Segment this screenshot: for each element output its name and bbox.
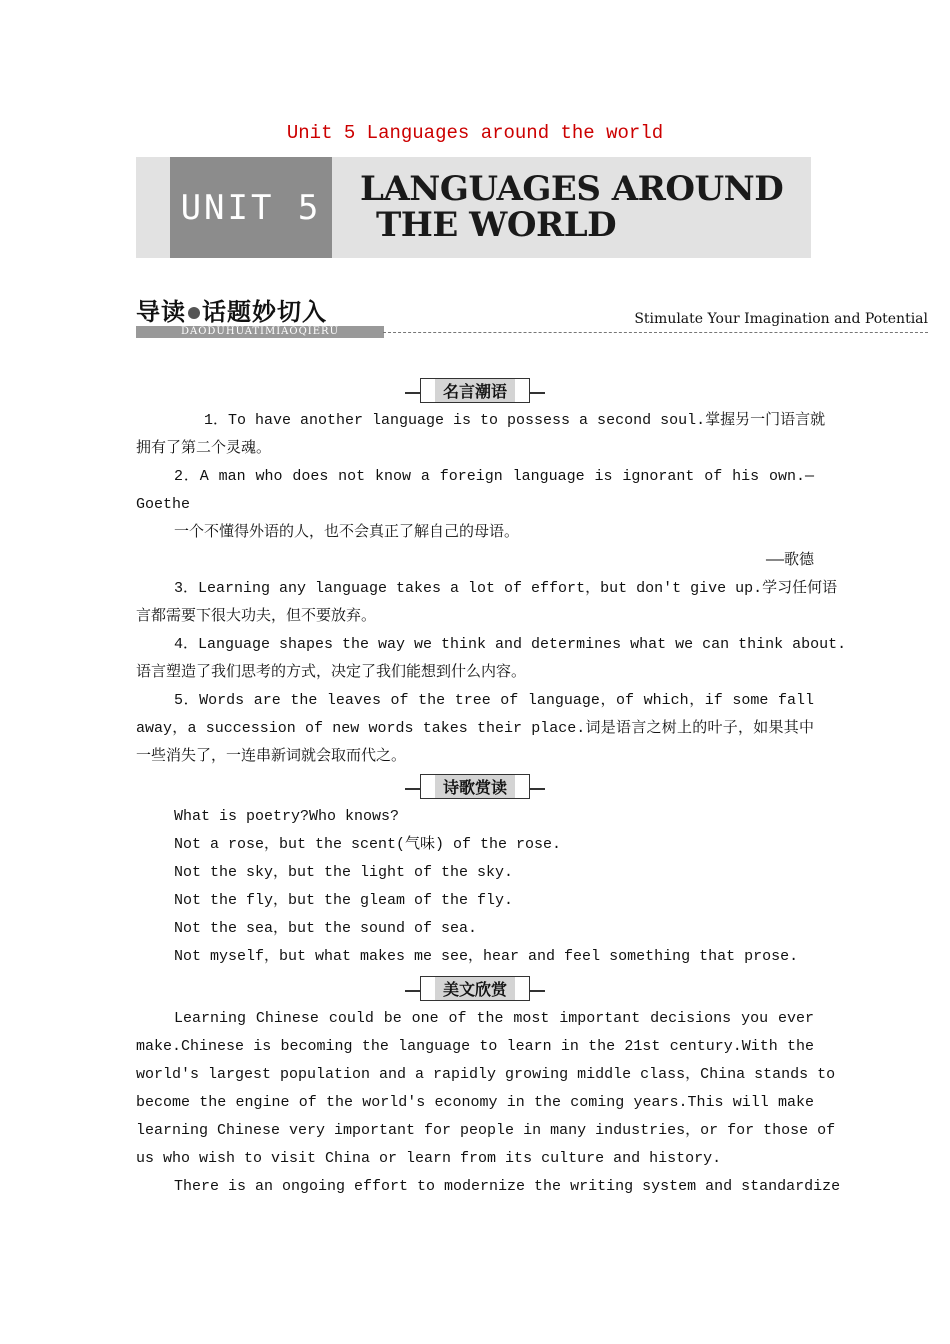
text-line: 3．Learning any language takes a lot of effort，but don't give up.学习任何语 (174, 580, 838, 597)
text-line: 5．Words are the leaves of the tree of language，of which，if some fall (174, 692, 814, 709)
text-line: 言都需要下很大功夫，但不要放弃。 (136, 608, 377, 625)
text-line: Goethe (136, 496, 191, 513)
section-poem-label: 诗歌赏读 (421, 775, 529, 798)
section-quotes-header (0, 379, 950, 402)
bullet-icon (188, 307, 200, 319)
article-line: There is an ongoing effort to modernize the writing system and standardize (174, 1178, 841, 1195)
unit-banner (136, 157, 811, 258)
poem-line: Not a rose，but the scent(气味) of the rose. (174, 836, 562, 853)
guide-heading-b: 话题妙切入 (202, 298, 327, 326)
unit-banner-title (360, 171, 783, 243)
text-line: 拥有了第二个灵魂。 (136, 440, 272, 457)
section-article-header (0, 977, 950, 1000)
text-line: 2．A man who does not know a foreign language is ignorant of his own.— (174, 468, 814, 485)
poem-line: Not myself，but what makes me see，hear and feel something that prose. (174, 948, 799, 965)
article-line: world's largest population and a rapidly growing middle class，China stands to (136, 1066, 836, 1083)
article-line: make.Chinese is becoming the language to learn in the 21st century.With the (136, 1038, 814, 1055)
section-poem-header (0, 775, 950, 798)
article-line: become the engine of the world's economy in the coming years.This will make (136, 1094, 814, 1111)
guide-header (136, 292, 340, 337)
guide-subtitle: Stimulate Your Imagination and Potential (634, 311, 928, 327)
page-title: Unit 5 Languages around the world (286, 122, 664, 144)
text-line: 1．To have another language is to possess a second soul.掌握另一门语言就 (204, 412, 826, 429)
banner-line-1: LANGUAGES AROUND (360, 169, 784, 209)
poem-line: Not the sea，but the sound of sea. (174, 920, 478, 937)
section-article-label: 美文欣赏 (421, 977, 529, 1000)
article-line: learning Chinese very important for people in many industries，or for those of (136, 1122, 836, 1139)
article-line: us who wish to visit China or learn from its culture and history. (136, 1150, 722, 1167)
text-line: ——歌德 (765, 552, 814, 569)
text-line: away，a succession of new words takes their place.词是语言之树上的叶子，如果其中 (136, 720, 814, 737)
unit-number-box: UNIT 5 (170, 157, 332, 258)
guide-pinyin: DAODUHUATIMIAOQIERU (136, 326, 384, 338)
divider (383, 332, 928, 333)
poem-line: Not the fly，but the gleam of the fly. (174, 892, 514, 909)
banner-line-2: THE WORLD (376, 205, 617, 245)
poem-line: Not the sky，but the light of the sky. (174, 864, 514, 881)
text-line: 一个不懂得外语的人，也不会真正了解自己的母语。 (174, 524, 520, 541)
text-line: 4．Language shapes the way we think and determines what we can think about. (174, 636, 847, 653)
section-quotes-label: 名言潮语 (421, 379, 529, 402)
article-line: Learning Chinese could be one of the most important decisions you ever (174, 1010, 814, 1027)
text-line: 语言塑造了我们思考的方式，决定了我们能想到什么内容。 (136, 664, 527, 681)
text-line: 一些消失了，一连串新词就会取而代之。 (136, 748, 407, 765)
poem-line: What is poetry?Who knows? (174, 808, 400, 825)
guide-heading-a: 导读 (136, 298, 186, 326)
guide-heading (136, 292, 327, 327)
